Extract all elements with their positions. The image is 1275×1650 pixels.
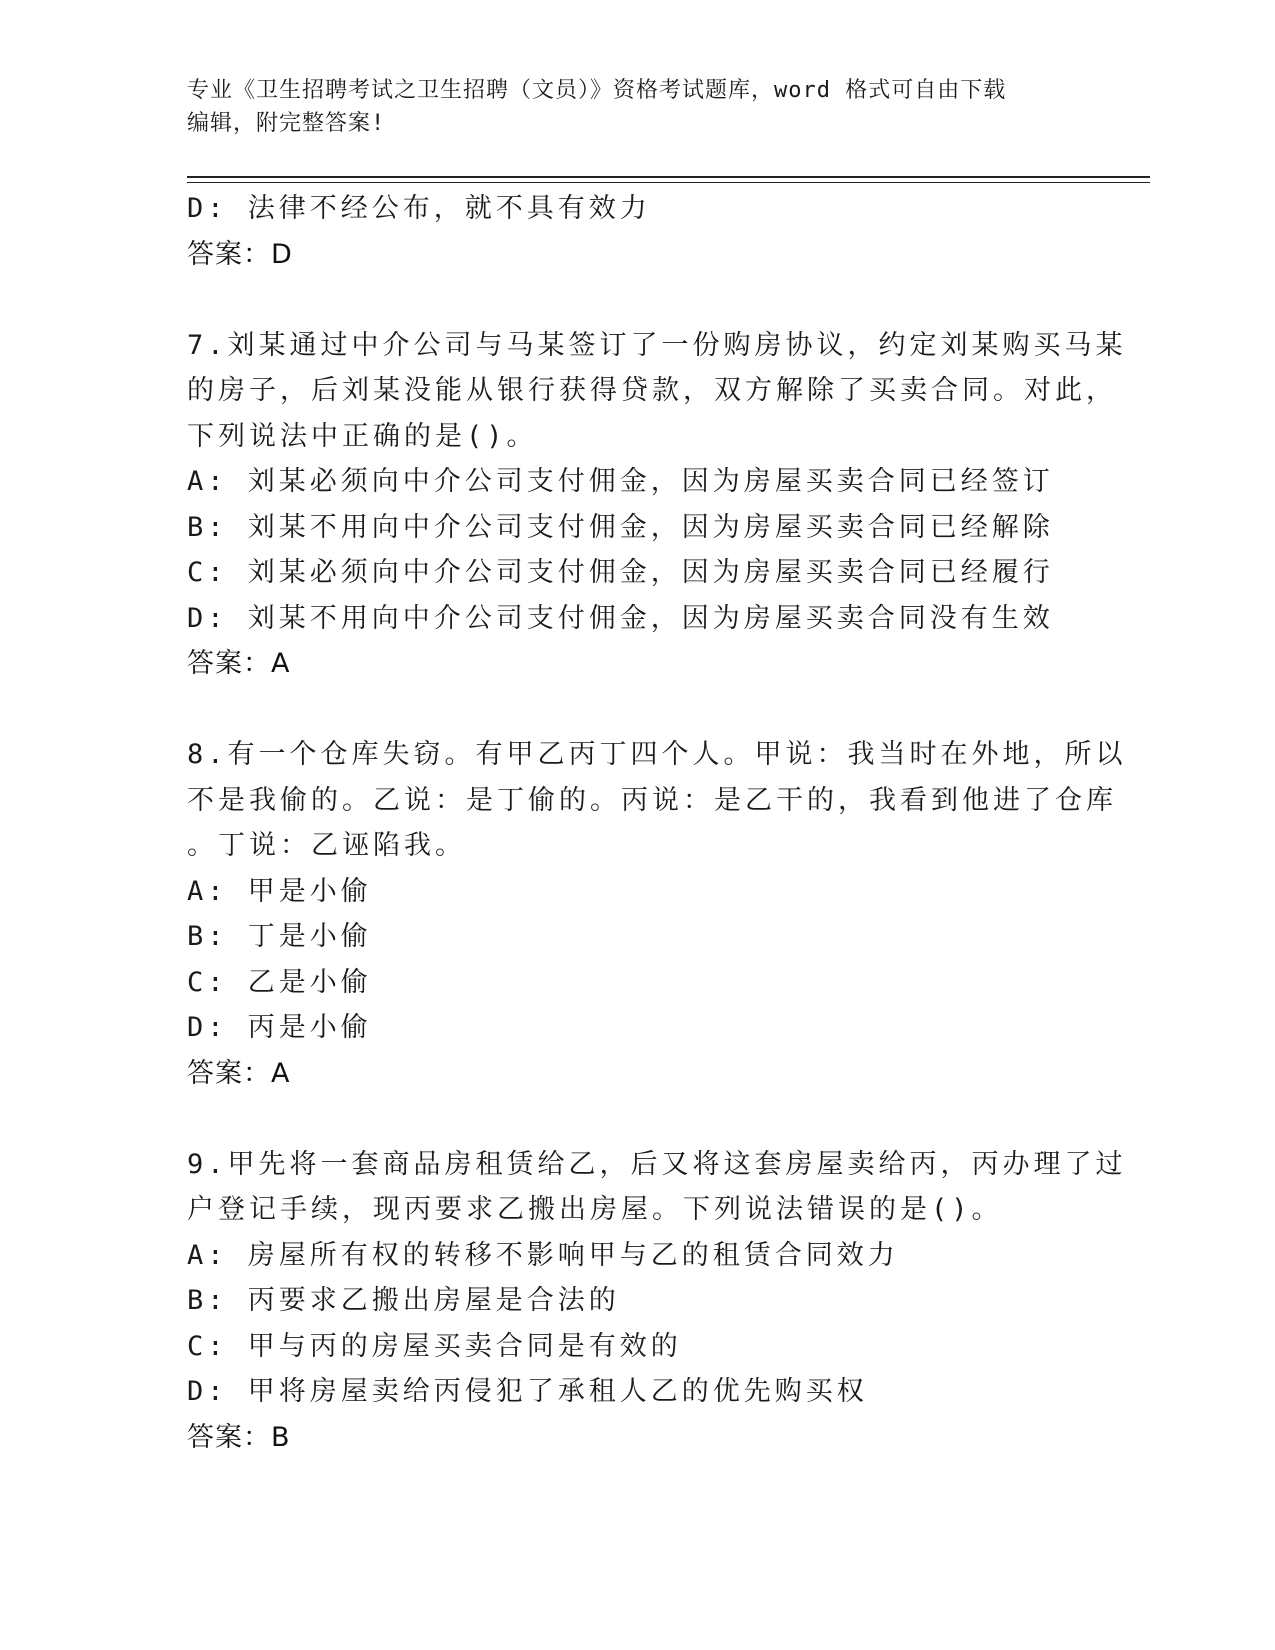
question-7-answer: 答案：A [187,648,291,679]
document-header [187,74,1087,140]
question-8-stem-line-3: 。丁说：乙诬陷我。 [187,830,466,861]
question-9-option-a: A: 房屋所有权的转移不影响甲与乙的租赁合同效力 [187,1239,899,1271]
question-9-option-c: C: 甲与丙的房屋买卖合同是有效的 [187,1330,682,1362]
question-7-option-c: C: 刘某必须向中介公司支付佣金，因为房屋买卖合同已经履行 [187,557,1054,588]
prev-option-d: D: 法律不经公布，就不具有效力 [187,193,651,224]
question-9-stem-line-2: 户登记手续，现丙要求乙搬出房屋。下列说法错误的是()。 [187,1194,1003,1225]
spacer [187,687,1087,733]
question-9-option-b: B: 丙要求乙搬出房屋是合法的 [187,1285,620,1316]
prev-answer: 答案：D [187,238,293,270]
question-9-answer: 答案：B [187,1421,291,1453]
header-rule-thin [187,182,1150,183]
question-8-stem-line-2: 不是我偷的。乙说：是丁偷的。丙说：是乙干的，我看到他进了仓库 [187,784,1117,816]
question-8-option-a: A: 甲是小偷 [187,875,372,907]
spacer [187,277,1087,323]
question-9-stem-line-1: 9.甲先将一套商品房租赁给乙，后又将这套房屋卖给丙，丙办理了过 [187,1148,1127,1180]
question-8-answer: 答案：A [187,1057,291,1089]
header-rule-thick [187,176,1150,178]
question-content [187,186,1127,1460]
question-7-option-a: A: 刘某必须向中介公司支付佣金，因为房屋买卖合同已经签订 [187,466,1054,497]
question-7-stem-line-3: 下列说法中正确的是()。 [187,420,538,452]
question-7-option-d: D: 刘某不用向中介公司支付佣金，因为房屋买卖合同没有生效 [187,602,1054,634]
header-line-2: 编辑，附完整答案! [187,111,386,136]
question-8-option-c: C: 乙是小偷 [187,966,372,998]
question-9 [187,1142,1127,1461]
question-8 [187,732,1127,1096]
question-8-option-b: B: 丁是小偷 [187,921,372,952]
question-9-option-d: D: 甲将房屋卖给丙侵犯了承租人乙的优先购买权 [187,1376,868,1407]
question-8-stem-line-1: 8.有一个仓库失窃。有甲乙丙丁四个人。甲说：我当时在外地，所以 [187,739,1127,770]
spacer [187,1096,1087,1142]
question-7-stem-line-1: 7.刘某通过中介公司与马某签订了一份购房协议，约定刘某购买马某 [187,329,1127,361]
question-8-option-d: D: 丙是小偷 [187,1012,372,1043]
question-7-option-b: B: 刘某不用向中介公司支付佣金，因为房屋买卖合同已经解除 [187,511,1054,543]
question-7 [187,323,1127,687]
question-7-stem-line-2: 的房子，后刘某没能从银行获得贷款，双方解除了买卖合同。对此， [187,375,1117,406]
header-line-1: 专业《卫生招聘考试之卫生招聘（文员）》资格考试题库，word 格式可自由下载 [187,78,1007,103]
